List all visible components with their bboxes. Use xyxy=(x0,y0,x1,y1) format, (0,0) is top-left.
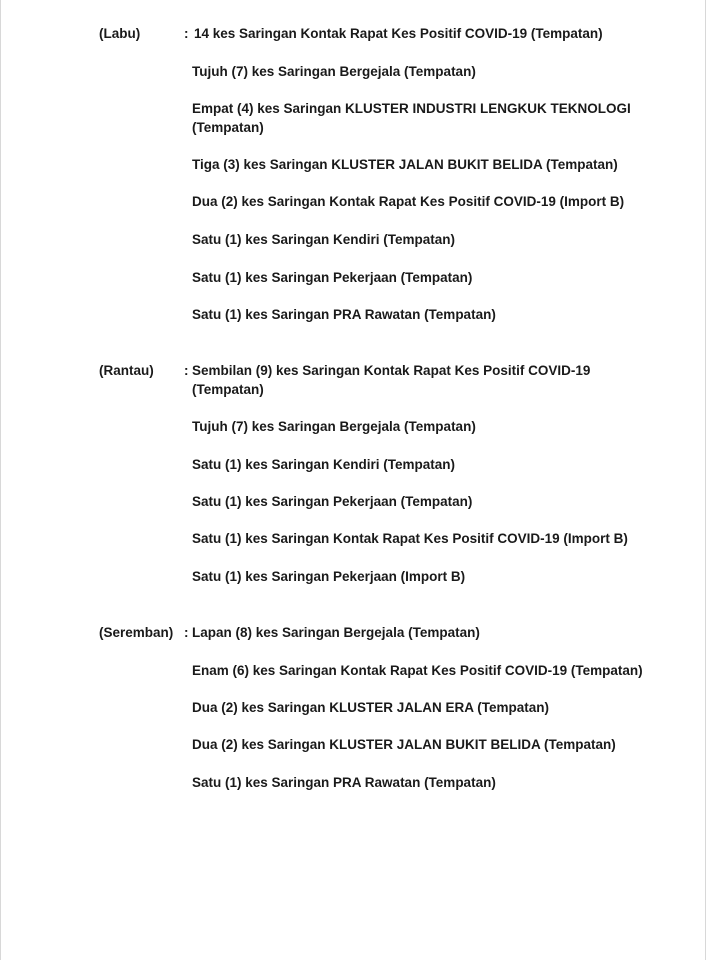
district-label: (Labu) xyxy=(99,26,141,41)
list-item: Satu (1) kes Saringan PRA Rawatan (Tempatan) xyxy=(192,307,496,322)
list-item: Tujuh (7) kes Saringan Bergejala (Tempatan) xyxy=(192,419,476,434)
list-item: Satu (1) kes Saringan Pekerjaan (Tempatan) xyxy=(192,494,473,509)
list-item: Satu (1) kes Saringan PRA Rawatan (Tempatan) xyxy=(192,775,496,790)
district-label: (Rantau) xyxy=(99,363,154,378)
list-item: 14 kes Saringan Kontak Rapat Kes Positif COVID-19 (Tempatan) xyxy=(194,26,603,41)
list-item: Satu (1) kes Saringan Kendiri (Tempatan) xyxy=(192,457,456,472)
list-item: Satu (1) kes Saringan Pekerjaan (Tempatan) xyxy=(192,270,473,285)
label-colon: : xyxy=(184,625,189,640)
list-item: Dua (2) kes Saringan KLUSTER JALAN BUKIT BELIDA (Tempatan) xyxy=(192,737,616,752)
district-label: (Seremban) xyxy=(99,625,174,640)
list-item: Enam (6) kes Saringan Kontak Rapat Kes Positif COVID-19 (Tempatan) xyxy=(192,663,643,678)
list-item: Tujuh (7) kes Saringan Bergejala (Tempatan) xyxy=(192,64,476,79)
list-item: Satu (1) kes Saringan Kendiri (Tempatan) xyxy=(192,232,456,247)
list-item: Dua (2) kes Saringan KLUSTER JALAN ERA (Tempatan) xyxy=(192,700,550,715)
list-item: Sembilan (9) kes Saringan Kontak Rapat Kes Positif COVID-19 (Tempatan) xyxy=(192,363,591,397)
list-item: Satu (1) kes Saringan Kontak Rapat Kes Positif COVID-19 (Import B) xyxy=(192,531,628,546)
list-item: Dua (2) kes Saringan Kontak Rapat Kes Positif COVID-19 (Import B) xyxy=(192,194,625,209)
label-colon: : xyxy=(184,363,189,378)
list-item: Satu (1) kes Saringan Pekerjaan (Import B) xyxy=(192,569,466,584)
list-item: Lapan (8) kes Saringan Bergejala (Tempatan) xyxy=(192,625,480,640)
list-item: Tiga (3) kes Saringan KLUSTER JALAN BUKIT BELIDA (Tempatan) xyxy=(192,157,618,172)
label-colon: : xyxy=(184,26,189,41)
list-item: Empat (4) kes Saringan KLUSTER INDUSTRI LENGKUK TEKNOLOGI (Tempatan) xyxy=(192,101,631,135)
